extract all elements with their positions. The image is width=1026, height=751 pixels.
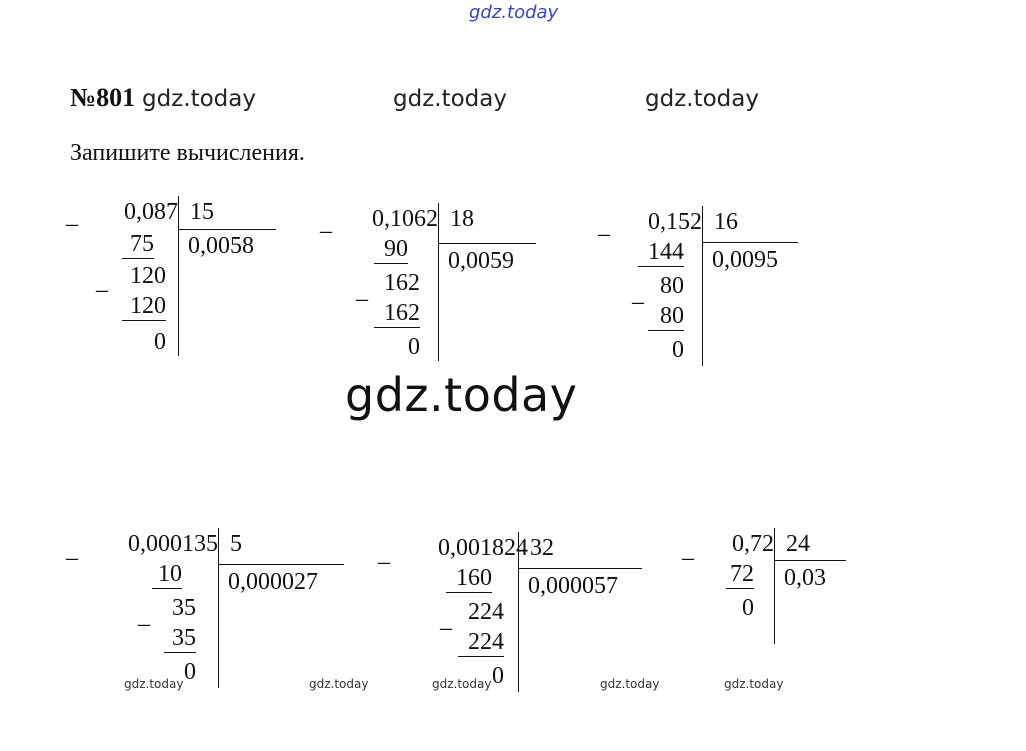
minus-sign: _ <box>320 210 332 236</box>
divisor: 15 <box>190 199 214 225</box>
division-vertical-line <box>178 196 179 356</box>
quotient: 0,0059 <box>448 248 514 274</box>
step-remainder: 162 <box>384 270 420 296</box>
watermark-top: gdz.today <box>469 2 559 23</box>
division-vertical-line <box>774 528 775 644</box>
step-remainder: 0 <box>154 329 166 355</box>
divisor-underline <box>518 568 642 569</box>
step-subtrahend: 10 <box>152 560 182 589</box>
divisor: 24 <box>786 531 810 557</box>
quotient: 0,0095 <box>712 247 778 273</box>
step-remainder: 80 <box>660 273 684 299</box>
quotient: 0,000027 <box>228 569 318 595</box>
step-subtrahend: 144 <box>638 238 684 267</box>
minus-sign: _ <box>632 281 644 307</box>
step-subtrahend: 75 <box>122 230 154 259</box>
dividend: 0,72 <box>732 531 774 557</box>
step-remainder: 0 <box>672 337 684 363</box>
watermark-center: gdz.today <box>345 368 578 422</box>
quotient: 0,03 <box>784 565 826 591</box>
dividend: 0,1062 <box>372 206 438 232</box>
watermark-footer-3: gdz.today <box>432 677 492 691</box>
division-vertical-line <box>218 528 219 688</box>
step-subtrahend: 160 <box>446 564 492 593</box>
quotient: 0,000057 <box>528 573 618 599</box>
watermark-footer-2: gdz.today <box>309 677 369 691</box>
watermark-header-3: gdz.today <box>645 86 759 112</box>
dividend: 0,000135 <box>128 531 218 557</box>
instruction: Запишите вычисления. <box>70 140 305 166</box>
dividend: 0,001824 <box>438 535 528 561</box>
step-remainder: 0 <box>492 663 504 689</box>
divisor: 18 <box>450 206 474 232</box>
step-subtrahend: 224 <box>458 628 504 657</box>
divisor-underline <box>774 560 846 561</box>
step-subtrahend: 80 <box>648 302 684 331</box>
minus-sign: _ <box>96 269 108 295</box>
divisor: 16 <box>714 209 738 235</box>
division-vertical-line <box>438 203 439 361</box>
divisor-underline <box>218 564 344 565</box>
minus-sign: _ <box>682 537 694 563</box>
step-subtrahend: 35 <box>164 624 196 653</box>
divisor-underline <box>438 243 536 244</box>
divisor: 32 <box>530 535 554 561</box>
minus-sign: _ <box>356 278 368 304</box>
step-subtrahend: 120 <box>122 292 166 321</box>
division-vertical-line <box>702 206 703 366</box>
divisor: 5 <box>230 531 242 557</box>
quotient: 0,0058 <box>188 233 254 259</box>
dividend: 0,087 <box>124 199 178 225</box>
watermark-footer-4: gdz.today <box>600 677 660 691</box>
step-remainder: 0 <box>742 595 754 621</box>
divisor-underline <box>702 242 798 243</box>
watermark-header-1: gdz.today <box>142 86 256 112</box>
watermark-footer-1: gdz.today <box>124 677 184 691</box>
minus-sign: _ <box>378 541 390 567</box>
task-number: №801 <box>70 83 136 112</box>
minus-sign: _ <box>138 603 150 629</box>
minus-sign: _ <box>440 607 452 633</box>
minus-sign: _ <box>66 203 78 229</box>
watermark-header-2: gdz.today <box>393 86 507 112</box>
step-subtrahend: 162 <box>374 299 420 328</box>
step-remainder: 35 <box>172 595 196 621</box>
step-subtrahend: 90 <box>374 235 408 264</box>
step-remainder: 120 <box>130 263 166 289</box>
division-vertical-line <box>518 532 519 692</box>
dividend: 0,152 <box>648 209 702 235</box>
step-remainder: 224 <box>468 599 504 625</box>
step-subtrahend: 72 <box>726 560 754 589</box>
step-remainder: 0 <box>408 334 420 360</box>
minus-sign: _ <box>66 537 78 563</box>
minus-sign: _ <box>598 213 610 239</box>
step-remainder: 0 <box>184 659 196 685</box>
watermark-footer-5: gdz.today <box>724 677 784 691</box>
